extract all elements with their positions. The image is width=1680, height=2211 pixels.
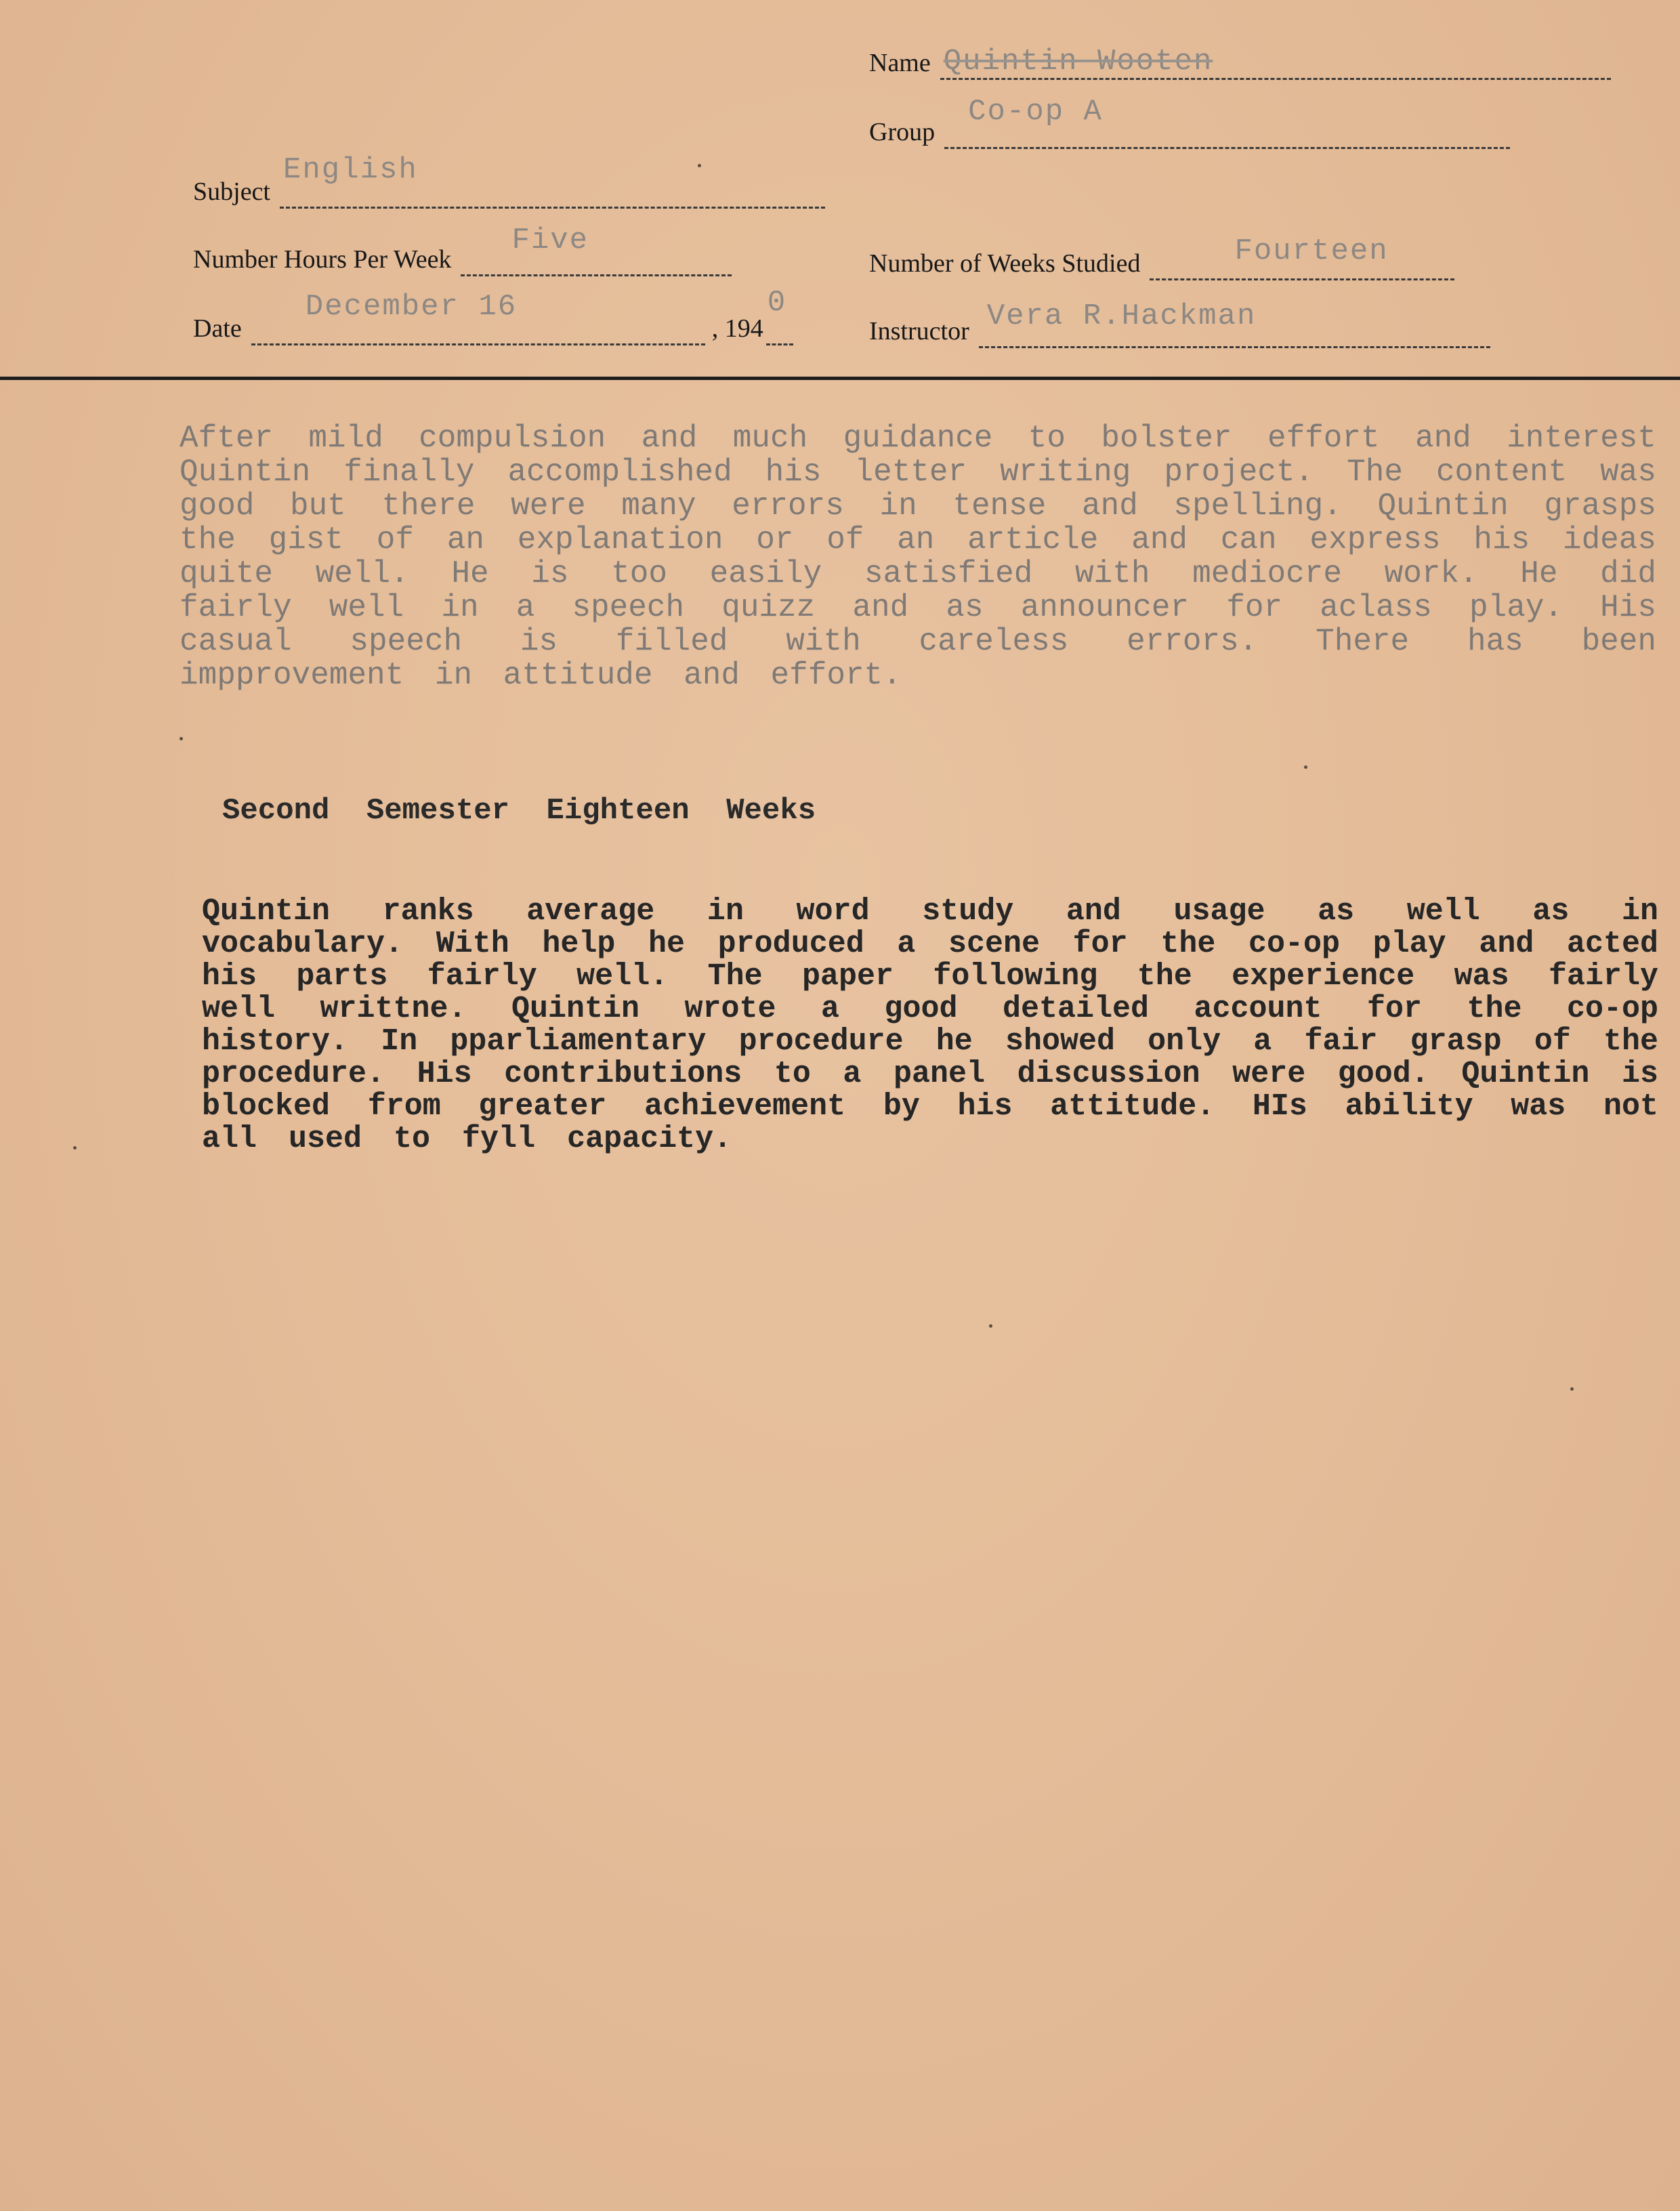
header-divider (0, 377, 1680, 380)
date-blank (251, 285, 705, 345)
name-label: Name (869, 49, 931, 77)
paper-speck (73, 1146, 77, 1150)
hours-per-week-label: Number Hours Per Week (193, 245, 452, 274)
second-semester-heading: Second Semester Eighteen Weeks (222, 794, 816, 828)
second-semester-comment: Quintin ranks average in word study and usage as well as in vocabulary. With help he produced a scene for the co-op play and acted his parts fairly well. The paper following the experience was fairly well writtne. Quintin wrote a good detailed account for the co-op history. In pparliamentary procedure he showed only a fair grasp of the procedure. His contributions to a panel discussion were good. Quintin is blocked from greater achievement by his attitude. HIs ability was not all used to fyll capacity. (202, 894, 1658, 1156)
hours-per-week-blank (461, 215, 732, 276)
paper-speck (1304, 765, 1307, 769)
hours-per-week-field (193, 215, 732, 276)
year-prefix: , 194 (711, 314, 763, 343)
instructor-label: Instructor (869, 317, 969, 345)
name-blank (940, 19, 1611, 80)
paper-speck (1570, 1387, 1574, 1391)
paper-speck (698, 164, 701, 167)
weeks-studied-field (869, 219, 1454, 280)
group-blank (944, 88, 1510, 149)
hours-per-week-value: Five (511, 224, 589, 257)
date-label: Date (193, 314, 242, 343)
weeks-studied-value: Fourteen (1234, 234, 1389, 268)
group-label: Group (869, 118, 936, 146)
weeks-studied-blank (1150, 219, 1454, 280)
first-semester-comment: After mild compulsion and much guidance to bolster effort and interest Quintin finally accomplished his letter writing project. The content was good but there were many errors in tense and spelling. Quintin grasps the gist of an explanation or of an article and can express his ideas quite well. He is too easily satisfied with mediocre work. He did fairly well in a speech quizz and as announcer for aclass play. His casual speech is filled with careless errors. There has been impprovement in attitude and effort. (180, 421, 1656, 693)
subject-label: Subject (193, 177, 270, 206)
paper-speck (180, 737, 183, 740)
subject-field (193, 148, 825, 209)
date-value: December 16 (305, 290, 518, 324)
group-field (869, 88, 1510, 149)
instructor-blank (979, 287, 1490, 348)
paper-speck (989, 1324, 992, 1328)
date-field (193, 285, 793, 345)
weeks-studied-label: Number of Weeks Studied (869, 249, 1141, 278)
instructor-value: Vera R.Hackman (986, 299, 1257, 333)
year-blank (766, 285, 793, 345)
subject-value: English (282, 153, 418, 187)
group-value: Co-op A (968, 95, 1103, 129)
name-value: Quintin Wooten (943, 45, 1213, 79)
instructor-field (869, 287, 1490, 348)
subject-blank (280, 148, 825, 209)
name-field (869, 19, 1611, 80)
year-digit-value: 0 (767, 286, 787, 320)
